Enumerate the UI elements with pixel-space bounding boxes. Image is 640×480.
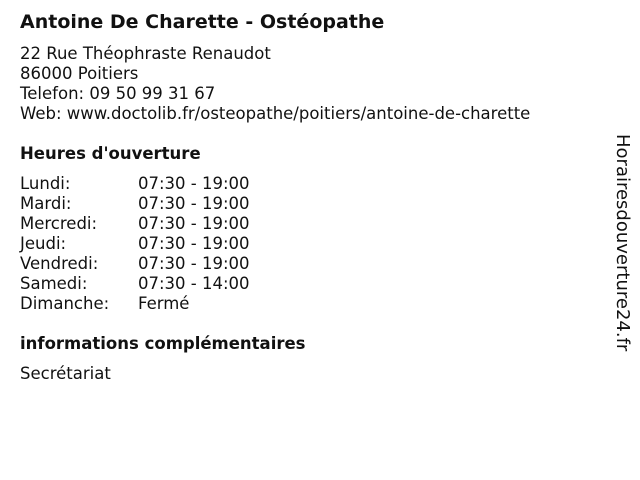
day-label: Dimanche: xyxy=(20,294,110,313)
opening-hours-heading: Heures d'ouverture xyxy=(20,144,201,163)
hours-row xyxy=(20,214,590,234)
hours-row xyxy=(20,174,590,194)
day-label: Mardi: xyxy=(20,194,72,213)
hours-row xyxy=(20,254,590,274)
day-label: Jeudi: xyxy=(20,234,67,253)
day-label: Vendredi: xyxy=(20,254,99,273)
hours-row xyxy=(20,194,590,214)
day-label: Lundi: xyxy=(20,174,71,193)
address-city: 86000 Poitiers xyxy=(20,64,139,83)
opening-hours-table xyxy=(20,174,590,314)
hours-row xyxy=(20,274,590,294)
contact-block xyxy=(20,44,590,124)
day-label: Mercredi: xyxy=(20,214,98,233)
site-watermark: Horairesdouverture24.fr xyxy=(612,134,633,352)
hours-row xyxy=(20,234,590,254)
phone-line: Telefon: 09 50 99 31 67 xyxy=(20,84,216,103)
hours-value: 07:30 - 19:00 xyxy=(138,194,250,213)
hours-value: 07:30 - 19:00 xyxy=(138,234,250,253)
business-card xyxy=(20,10,590,384)
hours-value: 07:30 - 14:00 xyxy=(138,274,250,293)
day-label: Samedi: xyxy=(20,274,88,293)
additional-info-heading: informations complémentaires xyxy=(20,334,306,353)
hours-row xyxy=(20,294,590,314)
address-street: 22 Rue Théophraste Renaudot xyxy=(20,44,271,63)
additional-info-text: Secrétariat xyxy=(20,364,111,383)
website-line[interactable]: Web: www.doctolib.fr/osteopathe/poitiers/antoine-de-charette xyxy=(20,104,531,123)
hours-value: Fermé xyxy=(138,294,190,313)
business-title: Antoine De Charette - Ostéopathe xyxy=(20,11,385,33)
hours-value: 07:30 - 19:00 xyxy=(138,214,250,233)
hours-value: 07:30 - 19:00 xyxy=(138,254,250,273)
hours-value: 07:30 - 19:00 xyxy=(138,174,250,193)
